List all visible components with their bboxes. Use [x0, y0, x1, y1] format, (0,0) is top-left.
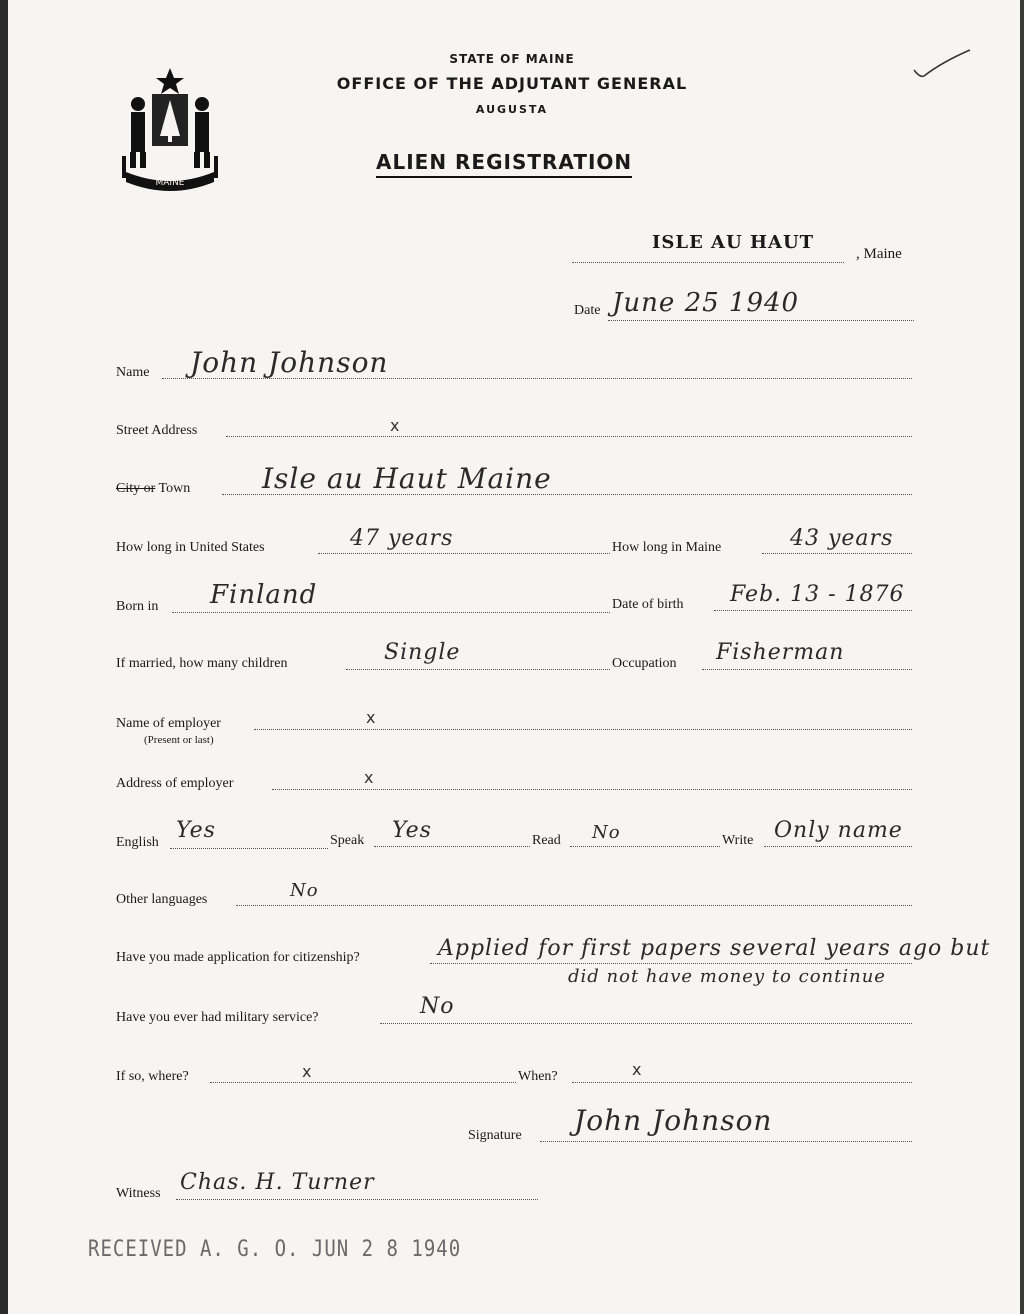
header-city: AUGUSTA: [475, 103, 549, 116]
citizenship-value-2: did not have money to continue: [568, 966, 886, 987]
seal-text: MAINE: [155, 178, 185, 188]
maine-long-label: How long in Maine: [612, 540, 722, 555]
employer-addr-line: [272, 789, 912, 790]
date-value: June 25 1940: [612, 288, 800, 318]
witness-line: [176, 1199, 538, 1200]
english-label: English: [116, 835, 159, 850]
english-value: Yes: [176, 818, 216, 843]
read-label: Read: [532, 833, 561, 848]
married-line: [346, 669, 610, 670]
write-label: Write: [722, 833, 754, 848]
date-line: [608, 320, 914, 321]
other-lang-value: No: [290, 880, 319, 901]
maine-long-value: 43 years: [790, 526, 894, 551]
dob-label: Date of birth: [612, 597, 684, 612]
town-value: Isle au Haut Maine: [262, 462, 552, 495]
military-label: Have you ever had military service?: [116, 1010, 319, 1025]
street-value: x: [390, 416, 400, 435]
when-label: When?: [518, 1069, 558, 1084]
citizenship-label: Have you made application for citizenship?: [116, 950, 360, 965]
dob-value: Feb. 13 - 1876: [730, 582, 905, 607]
received-stamp: RECEIVED A. G. O. JUN 2 8 1940: [88, 1236, 462, 1262]
name-value: John Johnson: [190, 346, 389, 379]
employer-value: x: [366, 708, 376, 727]
where-line: [210, 1082, 516, 1083]
employer-note: (Present or last): [144, 734, 214, 746]
speak-line: [374, 846, 530, 847]
born-label: Born in: [116, 599, 159, 614]
other-lang-line: [236, 905, 912, 906]
read-line: [570, 846, 720, 847]
employer-line: [254, 729, 912, 730]
street-line: [226, 436, 912, 437]
english-line: [170, 848, 328, 849]
married-label: If married, how many children: [116, 656, 288, 671]
maine-long-line: [762, 553, 912, 554]
write-line: [764, 846, 912, 847]
when-line: [572, 1082, 912, 1083]
town-word: Town: [155, 481, 191, 496]
employer-label: Name of employer: [116, 716, 221, 731]
signature-line: [540, 1141, 912, 1142]
town-line: [572, 262, 844, 263]
name-label: Name: [116, 365, 150, 380]
employer-addr-label: Address of employer: [116, 776, 234, 791]
speak-value: Yes: [392, 818, 432, 843]
occupation-line: [702, 669, 912, 670]
signature-value: John Johnson: [574, 1104, 773, 1137]
citizenship-value-1: Applied for first papers several years ago but: [438, 936, 991, 961]
town-typed: ISLE AU HAUT: [652, 232, 815, 253]
write-value: Only name: [774, 818, 903, 843]
where-label: If so, where?: [116, 1069, 189, 1084]
occupation-value: Fisherman: [716, 640, 845, 665]
witness-value: Chas. H. Turner: [180, 1170, 375, 1195]
citizenship-line: [430, 963, 912, 964]
form-title: ALIEN REGISTRATION: [376, 150, 632, 178]
scan-edge-left: [0, 0, 8, 1314]
military-value: No: [420, 994, 455, 1019]
maine-suffix: , Maine: [856, 246, 902, 262]
scan-edge-right: [1020, 0, 1024, 1314]
born-line: [172, 612, 610, 613]
street-label: Street Address: [116, 423, 198, 438]
signature-label: Signature: [468, 1128, 522, 1143]
children-value: Single: [384, 640, 461, 665]
born-value: Finland: [210, 580, 318, 610]
us-long-line: [318, 553, 610, 554]
header-state: STATE OF MAINE: [449, 52, 575, 66]
employer-addr-value: x: [364, 768, 374, 787]
witness-label: Witness: [116, 1186, 161, 1201]
occupation-label: Occupation: [612, 656, 677, 671]
header-office: OFFICE OF THE ADJUTANT GENERAL: [336, 74, 688, 93]
us-long-value: 47 years: [350, 526, 454, 551]
other-lang-label: Other languages: [116, 892, 208, 907]
us-long-label: How long in United States: [116, 540, 265, 555]
city-struck: City or: [116, 481, 156, 496]
when-value: x: [632, 1060, 642, 1079]
date-label: Date: [574, 303, 601, 318]
read-value: No: [592, 822, 621, 843]
where-value: x: [302, 1062, 312, 1081]
dob-line: [714, 610, 912, 611]
military-line: [380, 1023, 912, 1024]
speak-label: Speak: [330, 833, 365, 848]
town-label: [116, 481, 190, 497]
